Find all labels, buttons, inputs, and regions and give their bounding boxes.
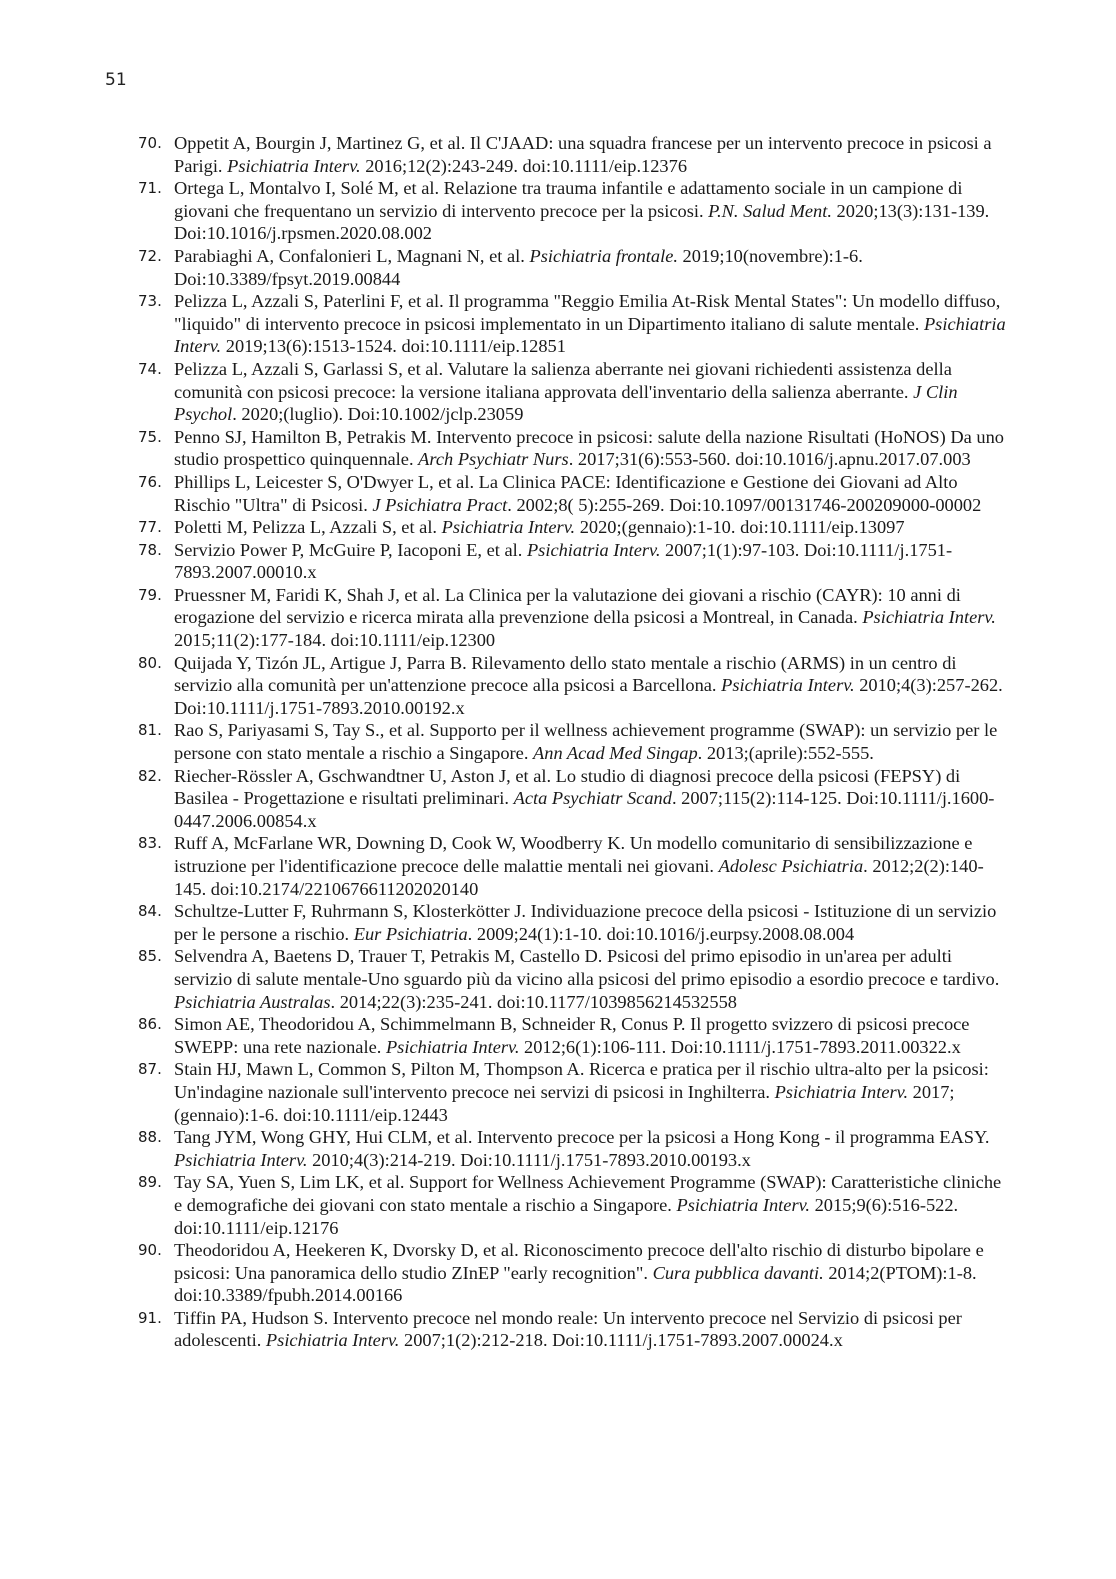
reference-body: Oppetit A, Bourgin J, Martinez G, et al. Il C'JAAD: una squadra francese per un intervento precoce in psicosi a Parigi. bbox=[174, 133, 992, 176]
reference-item bbox=[138, 1307, 1008, 1352]
reference-number: 72. bbox=[138, 246, 162, 265]
reference-text bbox=[174, 765, 1008, 833]
reference-text bbox=[174, 245, 1008, 290]
citation-details: . 2009;24(1):1-10. doi:10.1016/j.eurpsy.2008.08.004 bbox=[467, 923, 855, 944]
reference-item bbox=[138, 426, 1008, 471]
reference-number: 75. bbox=[138, 427, 162, 446]
reference-text bbox=[174, 1126, 1008, 1171]
journal-name: Psichiatria Interv. bbox=[721, 675, 855, 696]
reference-item bbox=[138, 652, 1008, 720]
journal-name: P.N. Salud Ment. bbox=[708, 200, 832, 221]
journal-name: Cura pubblica davanti. bbox=[652, 1262, 824, 1283]
reference-number: 84. bbox=[138, 902, 162, 921]
journal-name: J Clin Psychol bbox=[174, 381, 958, 425]
citation-details: 2015;9(6):516-522. doi:10.1111/eip.12176 bbox=[174, 1194, 959, 1238]
citation-details: . 2013;(aprile):552-555. bbox=[697, 743, 874, 764]
citation-details: . 2014;22(3):235-241. doi:10.1177/1039856214532558 bbox=[330, 991, 737, 1012]
journal-name: Psichiatria Interv. bbox=[774, 1081, 909, 1102]
reference-item bbox=[138, 1171, 1008, 1239]
reference-text bbox=[174, 426, 1008, 471]
reference-body: Parabiaghi A, Confalonieri L, Magnani N, et al. bbox=[174, 245, 530, 266]
journal-name: Adolesc Psichiatria bbox=[718, 856, 864, 876]
reference-item bbox=[138, 358, 1008, 426]
journal-name: Psichiatria Interv. bbox=[265, 1330, 400, 1351]
citation-details: 2019;10(novembre):1-6. Doi:10.3389/fpsyt.2019.00844 bbox=[174, 245, 863, 289]
journal-name: Arch Psychiatr Nurs bbox=[418, 449, 569, 470]
citation-details: 2010;4(3):257-262. Doi:10.1111/j.1751-7893.2010.00192.x bbox=[174, 675, 1003, 718]
reference-text bbox=[174, 945, 1008, 1013]
journal-name: Psichiatria Interv. bbox=[174, 313, 1006, 357]
journal-name: Acta Psychiatr Scand bbox=[513, 788, 672, 809]
journal-name: Psichiatria Interv. bbox=[441, 517, 576, 538]
reference-item bbox=[138, 516, 1008, 539]
reference-number: 73. bbox=[138, 292, 162, 311]
citation-details: . 2002;8( 5):255-269. Doi:10.1097/00131746-200209000-00002 bbox=[507, 494, 982, 515]
citation-details: . 2017;31(6):553-560. doi:10.1016/j.apnu.2017.07.003 bbox=[568, 449, 971, 470]
reference-body: Quijada Y, Tizón JL, Artigue J, Parra B. Rilevamento dello stato mentale a rischio (ARMS) in un centro di servizio alla comunità per un'attenzione precoce alla psicosi a Barcellona. bbox=[174, 652, 957, 696]
reference-item bbox=[138, 1126, 1008, 1171]
reference-number: 88. bbox=[138, 1128, 162, 1147]
citation-details: 2007;1(1):97-103. Doi:10.1111/j.1751-7893.2007.00010.x bbox=[174, 539, 953, 583]
reference-item bbox=[138, 245, 1008, 290]
reference-body: Ortega L, Montalvo I, Solé M, et al. Relazione tra trauma infantile e adattamento sociale in un campione di giovani che frequentano un servizio di intervento precoce per la psicosi. bbox=[174, 178, 963, 221]
reference-body: Rao S, Pariyasami S, Tay S., et al. Supporto per il wellness achievement programme (SWAP): un servizio per le persone con stato mentale a rischio a Singapore. bbox=[174, 720, 998, 764]
journal-name: Psichiatria Interv. bbox=[862, 607, 996, 628]
citation-details: 2019;13(6):1513-1524. doi:10.1111/eip.12851 bbox=[221, 336, 566, 357]
reference-text bbox=[174, 290, 1008, 358]
citation-details: . 2012;2(2):140-145. doi:10.2174/2210676611202020140 bbox=[174, 856, 984, 899]
reference-item bbox=[138, 471, 1008, 516]
citation-details: 2012;6(1):106-111. Doi:10.1111/j.1751-7893.2011.00322.x bbox=[519, 1036, 961, 1057]
reference-item bbox=[138, 177, 1008, 245]
citation-details: 2007;1(2):212-218. Doi:10.1111/j.1751-7893.2007.00024.x bbox=[399, 1330, 843, 1351]
reference-number: 78. bbox=[138, 540, 162, 559]
reference-body: Penno SJ, Hamilton B, Petrakis M. Intervento precoce in psicosi: salute della nazione Risultati (HoNOS) Da uno studio prospettico quinquennale. bbox=[174, 426, 1004, 470]
journal-name: Psichiatria Australas bbox=[174, 991, 331, 1012]
reference-text bbox=[174, 177, 1008, 245]
page-number: 51 bbox=[105, 70, 127, 90]
reference-text bbox=[174, 719, 1008, 764]
reference-body: Schultze-Lutter F, Ruhrmann S, Klosterkötter J. Individuazione precoce della psicosi - Istituzione di un servizio per le persone a rischio. bbox=[174, 901, 997, 944]
reference-item bbox=[138, 900, 1008, 945]
journal-name: Psichiatria Interv. bbox=[385, 1036, 520, 1057]
reference-number: 91. bbox=[138, 1308, 162, 1327]
reference-text bbox=[174, 1307, 1008, 1352]
reference-item bbox=[138, 832, 1008, 900]
reference-text bbox=[174, 539, 1008, 584]
journal-name: Psichiatria Interv. bbox=[526, 539, 661, 560]
reference-number: 87. bbox=[138, 1060, 162, 1079]
reference-item bbox=[138, 1239, 1008, 1307]
reference-text bbox=[174, 132, 1008, 177]
reference-text bbox=[174, 900, 1008, 945]
reference-item bbox=[138, 1013, 1008, 1058]
citation-details: 2016;12(2):243-249. doi:10.1111/eip.12376 bbox=[360, 155, 688, 176]
reference-item bbox=[138, 539, 1008, 584]
reference-number: 80. bbox=[138, 653, 162, 672]
citation-details: . 2020;(luglio). Doi:10.1002/jclp.23059 bbox=[232, 404, 524, 425]
reference-text bbox=[174, 652, 1008, 720]
reference-body: Selvendra A, Baetens D, Trauer T, Petrakis M, Castello D. Psicosi del primo episodio in un'area per adulti servizio di salute mentale-Uno sguardo più da vicino alla psicosi del primo episodio a esordio precoce e tardivo. bbox=[174, 946, 1000, 989]
journal-name: Psichiatria Interv. bbox=[676, 1194, 810, 1215]
journal-name: J Psichiatra Pract bbox=[372, 494, 508, 515]
reference-number: 82. bbox=[138, 766, 162, 785]
reference-text bbox=[174, 1013, 1008, 1058]
reference-item bbox=[138, 765, 1008, 833]
reference-body: Poletti M, Pelizza L, Azzali S, et al. bbox=[174, 517, 442, 538]
reference-body: Servizio Power P, McGuire P, Iacoponi E, et al. bbox=[174, 539, 527, 560]
reference-body: Pelizza L, Azzali S, Paterlini F, et al. Il programma "Reggio Emilia At-Risk Mental States": Un modello diffuso, "liquido" di intervento precoce in psicosi implementato in un Dipartimento italiano di salute mentale. bbox=[174, 291, 1001, 334]
reference-body: Tang JYM, Wong GHY, Hui CLM, et al. Intervento precoce per la psicosi a Hong Kong - il programma EASY. bbox=[174, 1127, 990, 1148]
reference-body: Ruff A, McFarlane WR, Downing D, Cook W, Woodberry K. Un modello comunitario di sensibilizzazione e istruzione per l'identificazione precoce delle malattie mentali nei giovani. bbox=[174, 833, 973, 876]
reference-number: 81. bbox=[138, 721, 162, 740]
reference-number: 77. bbox=[138, 518, 162, 537]
citation-details: 2014;2(PTOM):1-8. doi:10.3389/fpubh.2014.00166 bbox=[174, 1262, 977, 1306]
citation-details: 2017;(gennaio):1-6. doi:10.1111/eip.12443 bbox=[174, 1081, 955, 1125]
reference-text bbox=[174, 516, 1008, 539]
reference-body: Pruessner M, Faridi K, Shah J, et al. La Clinica per la valutazione dei giovani a rischio (CAYR): 10 anni di erogazione del servizio e ricerca mirata alla prevenzione della psicosi a Montreal, in Canada. bbox=[174, 584, 961, 628]
reference-item bbox=[138, 945, 1008, 1013]
reference-number: 76. bbox=[138, 472, 162, 491]
reference-item bbox=[138, 290, 1008, 358]
reference-item bbox=[138, 132, 1008, 177]
reference-text bbox=[174, 1239, 1008, 1307]
reference-item bbox=[138, 584, 1008, 652]
reference-body: Theodoridou A, Heekeren K, Dvorsky D, et al. Riconoscimento precoce dell'alto rischio di disturbo bipolare e psicosi: Una panoramica dello studio ZInEP "early recognition". bbox=[174, 1240, 984, 1283]
reference-body: Pelizza L, Azzali S, Garlassi S, et al. Valutare la salienza aberrante nei giovani richiedenti assistenza della comunità con psicosi precoce: la versione italiana approvata dell'inventario della salienza aberrante. bbox=[174, 358, 952, 402]
reference-text bbox=[174, 1058, 1008, 1126]
reference-item bbox=[138, 1058, 1008, 1126]
reference-body: Simon AE, Theodoridou A, Schimmelmann B, Schneider R, Conus P. Il progetto svizzero di psicosi precoce SWEPP: una rete nazionale. bbox=[174, 1014, 970, 1057]
reference-item bbox=[138, 719, 1008, 764]
journal-name: Psichiatria frontale. bbox=[529, 245, 678, 266]
journal-name: Eur Psichiatria bbox=[353, 923, 468, 944]
reference-number: 90. bbox=[138, 1241, 162, 1260]
reference-number: 70. bbox=[138, 134, 162, 152]
journal-name: Psichiatria Interv. bbox=[174, 1149, 308, 1170]
reference-number: 71. bbox=[138, 179, 162, 198]
reference-number: 89. bbox=[138, 1173, 162, 1192]
citation-details: 2010;4(3):214-219. Doi:10.1111/j.1751-7893.2010.00193.x bbox=[307, 1149, 751, 1170]
reference-list bbox=[138, 132, 1008, 1352]
reference-text bbox=[174, 832, 1008, 900]
reference-number: 83. bbox=[138, 834, 162, 853]
reference-number: 74. bbox=[138, 359, 162, 378]
journal-name: Ann Acad Med Singap bbox=[533, 743, 698, 764]
reference-body: Stain HJ, Mawn L, Common S, Pilton M, Thompson A. Ricerca e pratica per il rischio ultra-alto per la psicosi: Un'indagine nazionale sull'intervento precoce nei servizi di psicosi in Inghilterra. bbox=[174, 1059, 989, 1102]
citation-details: 2020;(gennaio):1-10. doi:10.1111/eip.13097 bbox=[575, 517, 905, 538]
reference-text bbox=[174, 358, 1008, 426]
citation-details: . 2007;115(2):114-125. Doi:10.1111/j.1600-0447.2006.00854.x bbox=[174, 788, 995, 831]
citation-details: 2020;13(3):131-139. Doi:10.1016/j.rpsmen.2020.08.002 bbox=[174, 200, 990, 244]
reference-text bbox=[174, 584, 1008, 652]
reference-text bbox=[174, 471, 1008, 516]
reference-body: Riecher-Rössler A, Gschwandtner U, Aston J, et al. Lo studio di diagnosi precoce della psicosi (FEPSY) di Basilea - Progettazione e risultati preliminari. bbox=[174, 765, 961, 809]
reference-text bbox=[174, 1171, 1008, 1239]
reference-number: 85. bbox=[138, 947, 162, 966]
citation-details: 2015;11(2):177-184. doi:10.1111/eip.12300 bbox=[174, 630, 496, 651]
reference-number: 86. bbox=[138, 1015, 162, 1034]
journal-name: Psichiatria Interv. bbox=[227, 155, 361, 176]
reference-body: Tiffin PA, Hudson S. Intervento precoce nel mondo reale: Un intervento precoce nel Servizio di psicosi per adolescenti. bbox=[174, 1307, 962, 1351]
reference-number: 79. bbox=[138, 585, 162, 604]
reference-body: Tay SA, Yuen S, Lim LK, et al. Support for Wellness Achievement Programme (SWAP): Caratteristiche cliniche e demografiche dei giovani con stato mentale a rischio a Singapore. bbox=[174, 1172, 1002, 1215]
reference-body: Phillips L, Leicester S, O'Dwyer L, et al. La Clinica PACE: Identificazione e Gestione dei Giovani ad Alto Rischio "Ultra" di Psicosi. bbox=[174, 471, 958, 515]
